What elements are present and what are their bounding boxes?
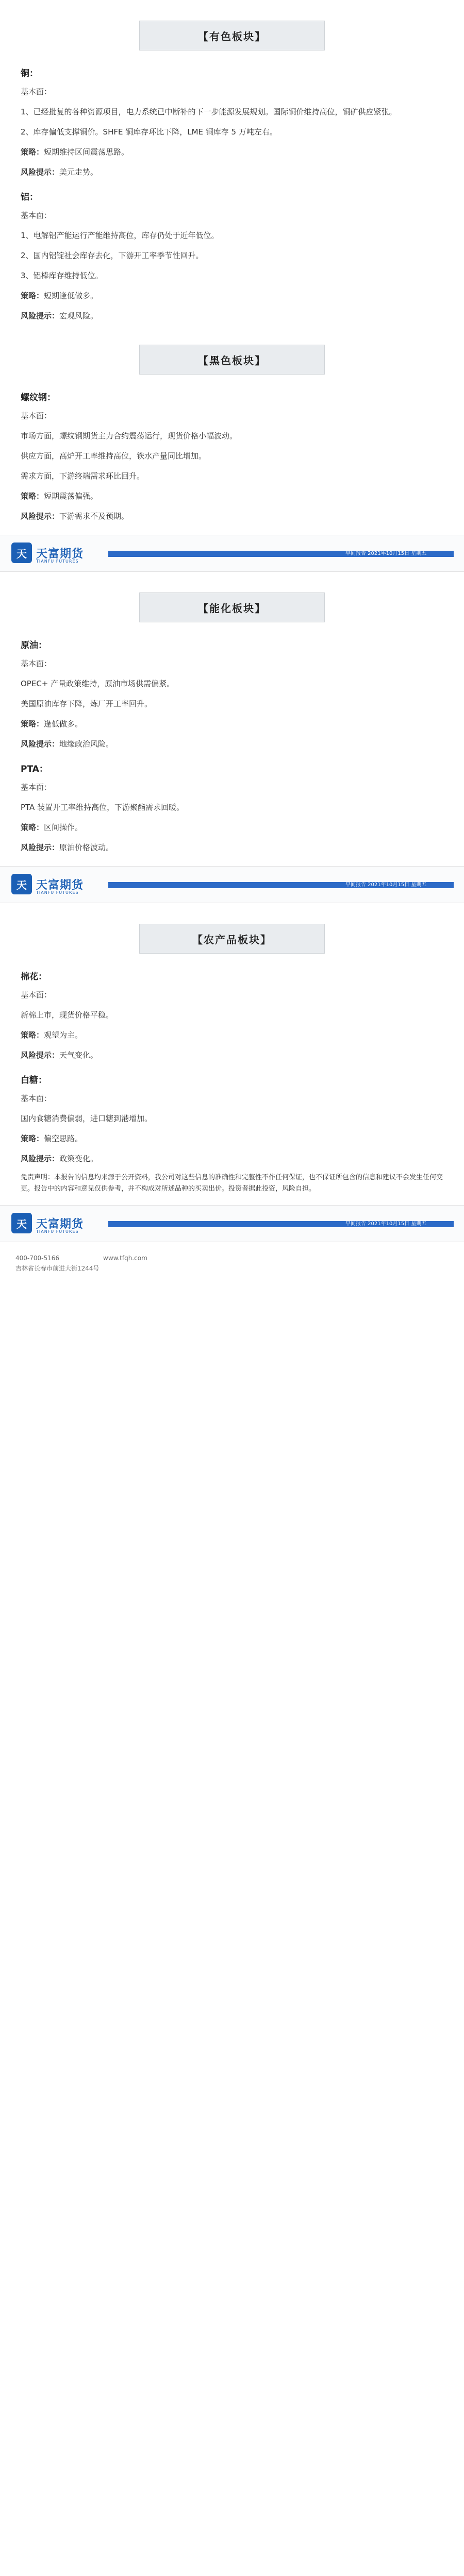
section-banner-energy: 【能化板块】 bbox=[139, 592, 325, 622]
footer-bar: 早间报告 2021年10月15日 星期五 bbox=[108, 551, 454, 557]
logo-mark-icon: 天 bbox=[11, 543, 32, 563]
copper-risk bbox=[21, 164, 443, 180]
website-link[interactable]: www.tfqh.com bbox=[103, 1255, 147, 1262]
section-banner-black: 【黑色板块】 bbox=[139, 345, 325, 375]
logo-subtext: TIANFU FUTURES bbox=[36, 1229, 79, 1234]
risk-text: 宏观风险。 bbox=[59, 311, 98, 320]
footer-bar: 早间报告 2021年10月15日 星期五 bbox=[108, 882, 454, 888]
pta-strategy bbox=[21, 820, 443, 836]
logo-subtext: TIANFU FUTURES bbox=[36, 559, 79, 564]
page-footer bbox=[0, 1205, 464, 1242]
risk-text: 天气变化。 bbox=[59, 1050, 98, 1060]
crude-strategy bbox=[21, 716, 443, 732]
sugar-p1: 国内食糖消费偏弱，进口糖到港增加。 bbox=[21, 1114, 153, 1123]
section-banner-nonferrous: 【有色板块】 bbox=[139, 21, 325, 50]
risk-label: 风险提示： bbox=[21, 739, 60, 749]
aluminum-risk bbox=[21, 308, 443, 324]
risk-label: 风险提示： bbox=[21, 512, 60, 521]
sugar-risk bbox=[21, 1151, 443, 1167]
strategy-text: 偏空思路。 bbox=[44, 1134, 83, 1143]
sugar-strategy bbox=[21, 1131, 443, 1147]
cotton-p1: 新棉上市，现货价格平稳。 bbox=[21, 1010, 114, 1020]
basic-label: 基本面： bbox=[21, 1094, 52, 1103]
contact-info bbox=[0, 1252, 464, 1273]
item-title-sugar: 白糖： bbox=[21, 1075, 47, 1086]
strategy-text: 区间操作。 bbox=[44, 823, 83, 832]
pta-risk bbox=[21, 840, 443, 856]
logo-mark-icon: 天 bbox=[11, 874, 32, 894]
strategy-label: 策略： bbox=[21, 291, 44, 300]
basic-label: 基本面： bbox=[21, 990, 52, 999]
crude-p1: OPEC+ 产量政策维持，原油市场供需偏紧。 bbox=[21, 679, 175, 688]
address-text: 吉林省长春市前进大街1244号 bbox=[15, 1265, 100, 1272]
strategy-text: 短期维持区间震荡思路。 bbox=[44, 147, 129, 157]
basic-label: 基本面： bbox=[21, 211, 52, 220]
item-title-pta: PTA： bbox=[21, 764, 48, 774]
section-agri bbox=[0, 969, 464, 1167]
report-page bbox=[0, 21, 464, 1273]
rebar-p2: 供应方面，高炉开工率维持高位，铁水产量同比增加。 bbox=[21, 451, 207, 461]
basic-label: 基本面： bbox=[21, 411, 52, 420]
rebar-strategy bbox=[21, 488, 443, 504]
risk-label: 风险提示： bbox=[21, 843, 60, 852]
strategy-label: 策略： bbox=[21, 719, 44, 728]
risk-label: 风险提示： bbox=[21, 167, 60, 177]
strategy-label: 策略： bbox=[21, 823, 44, 832]
disclaimer: 免责声明：本报告的信息均来源于公开资料，我公司对这些信息的准确性和完整性不作任何保证，也不保证所包含的信息和建议不会发生任何变更。报告中的内容和意见仅供参考，并不构成对所述品种的买卖出价。投资者据此投资，风险自担。 bbox=[21, 1174, 443, 1193]
basic-label: 基本面： bbox=[21, 659, 52, 668]
copper-strategy bbox=[21, 144, 443, 160]
section-black bbox=[0, 390, 464, 524]
strategy-label: 策略： bbox=[21, 492, 44, 501]
logo-text: 天富期货 bbox=[36, 878, 84, 892]
strategy-text: 短期逢低做多。 bbox=[44, 291, 98, 300]
item-title-crude: 原油： bbox=[21, 640, 47, 651]
copper-p2: 2、库存偏低支撑铜价。SHFE 铜库存环比下降，LME 铜库存 5 万吨左右。 bbox=[21, 127, 277, 137]
item-title-copper: 铜： bbox=[21, 69, 38, 79]
aluminum-p3: 3、铝棒库存维持低位。 bbox=[21, 271, 103, 280]
page-footer bbox=[0, 535, 464, 572]
item-title-aluminum: 铝： bbox=[21, 192, 38, 202]
crude-p2: 美国原油库存下降，炼厂开工率回升。 bbox=[21, 699, 153, 708]
strategy-label: 策略： bbox=[21, 147, 44, 157]
strategy-text: 逢低做多。 bbox=[44, 719, 83, 728]
cotton-risk bbox=[21, 1047, 443, 1063]
risk-text: 下游需求不及预期。 bbox=[59, 512, 129, 521]
logo-subtext: TIANFU FUTURES bbox=[36, 890, 79, 895]
risk-label: 风险提示： bbox=[21, 311, 60, 320]
basic-label: 基本面： bbox=[21, 783, 52, 792]
phone-text: 400-700-5166 bbox=[15, 1255, 60, 1262]
aluminum-p2: 2、国内铝锭社会库存去化，下游开工率季节性回升。 bbox=[21, 251, 204, 260]
section-energy bbox=[0, 638, 464, 856]
risk-text: 地缘政治风险。 bbox=[59, 739, 114, 749]
strategy-text: 短期震荡偏强。 bbox=[44, 492, 98, 501]
risk-text: 政策变化。 bbox=[59, 1154, 98, 1163]
footer-bar: 早间报告 2021年10月15日 星期五 bbox=[108, 1221, 454, 1227]
copper-p1: 1、已经批复的各种资源项目，电力系统已中断补的下一步能源发展规划。国际铜价维持高位，铜矿供应紧张。 bbox=[21, 107, 397, 116]
logo-text: 天富期货 bbox=[36, 547, 84, 561]
aluminum-p1: 1、电解铝产能运行产能维持高位，库存仍处于近年低位。 bbox=[21, 231, 219, 240]
risk-label: 风险提示： bbox=[21, 1154, 60, 1163]
risk-label: 风险提示： bbox=[21, 1050, 60, 1060]
risk-text: 美元走势。 bbox=[59, 167, 98, 177]
item-title-cotton: 棉花： bbox=[21, 972, 47, 982]
item-title-rebar: 螺纹钢： bbox=[21, 393, 56, 403]
rebar-p1: 市场方面，螺纹钢期货主力合约震荡运行，现货价格小幅波动。 bbox=[21, 431, 238, 440]
logo-text: 天富期货 bbox=[36, 1217, 84, 1231]
strategy-label: 策略： bbox=[21, 1030, 44, 1040]
basic-label: 基本面： bbox=[21, 87, 52, 96]
pta-p1: PTA 装置开工率维持高位，下游聚酯需求回暖。 bbox=[21, 803, 185, 812]
section-banner-agri: 【农产品板块】 bbox=[139, 924, 325, 954]
section-nonferrous bbox=[0, 66, 464, 324]
aluminum-strategy bbox=[21, 288, 443, 304]
rebar-p3: 需求方面，下游终端需求环比回升。 bbox=[21, 471, 145, 481]
cotton-strategy bbox=[21, 1027, 443, 1043]
risk-text: 原油价格波动。 bbox=[59, 843, 114, 852]
crude-risk bbox=[21, 736, 443, 752]
page-footer bbox=[0, 866, 464, 903]
strategy-label: 策略： bbox=[21, 1134, 44, 1143]
rebar-risk bbox=[21, 509, 443, 524]
strategy-text: 观望为主。 bbox=[44, 1030, 83, 1040]
logo-mark-icon: 天 bbox=[11, 1213, 32, 1233]
